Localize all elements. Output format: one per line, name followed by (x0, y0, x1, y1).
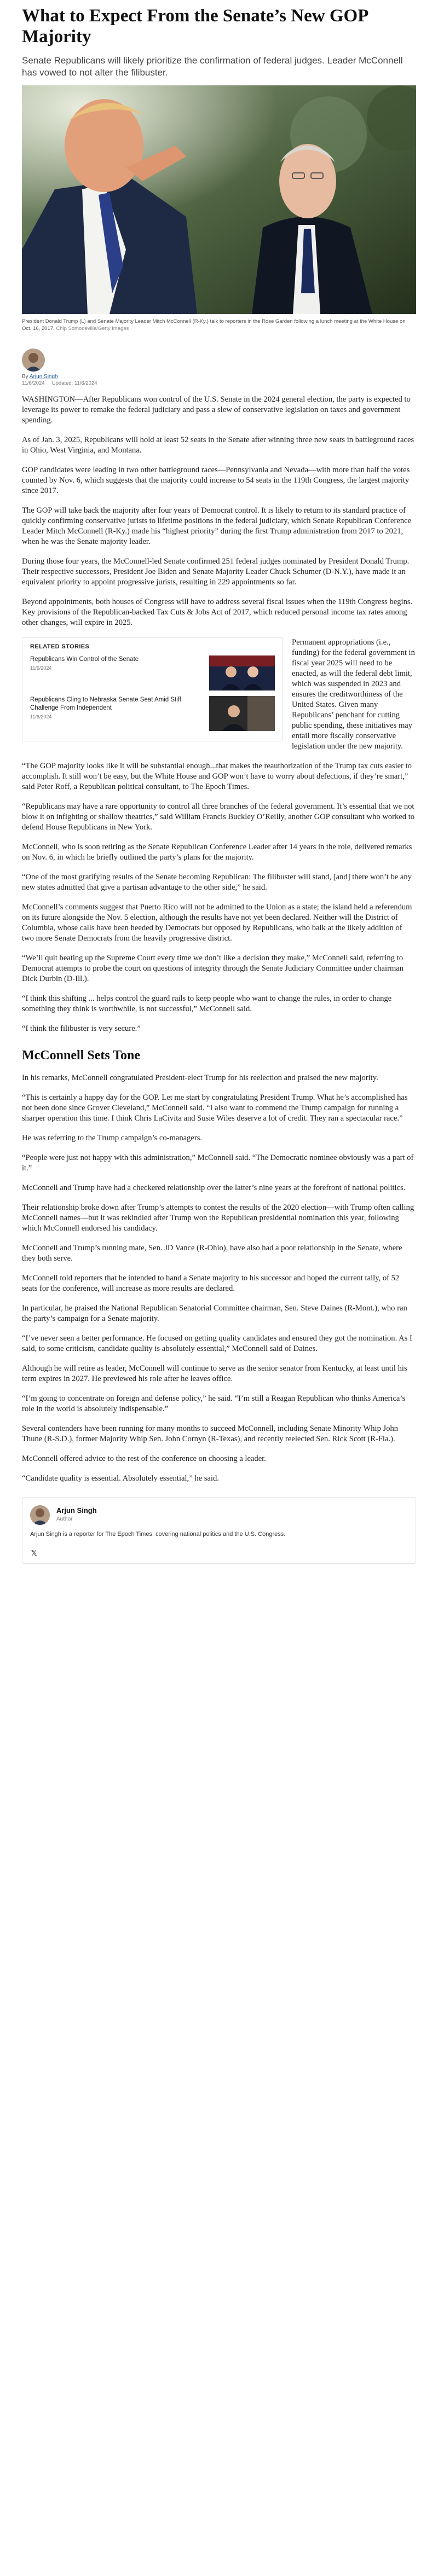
author-card-avatar[interactable] (30, 1505, 50, 1525)
paragraph: He was referring to the Trump campaign’s co-managers. (22, 1134, 203, 1142)
photo-credit: Chip Somodevilla/Getty Images (56, 326, 129, 332)
caption-text: President Donald Trump (L) and Senate Majority Leader Mitch McConnell (R-Ky.) talk to reporters in the Rose Garden following a lunch meeting at the White House on Oct. 16, 2017. (22, 318, 406, 332)
related-story-thumbnail[interactable] (209, 655, 275, 691)
article-subhead: Senate Republicans will likely prioritize the confirmation of federal judges. Leader McConnell has vowed to not alter the filibuster. (22, 55, 403, 78)
paragraph: In particular, he praised the National Republican Senatorial Committee chairman, Sen. Steve Daines (R-Mont.), who ran the party’s campaign for a Senate majority. (22, 1304, 407, 1323)
paragraph: “People were just not happy with this administration,” McConnell said. “The Democratic nominee obviously was a part of it.” (22, 1153, 414, 1173)
related-stories-box (22, 637, 283, 741)
author-avatar[interactable] (22, 349, 45, 372)
paragraph: “Candidate quality is essential. Absolutely essential,” he said. (22, 1474, 219, 1483)
paragraph: McConnell, who is soon retiring as the Senate Republican Conference Leader after 14 years in the role, delivered remarks on Nov. 6, in which he briefly outlined the party’s plans for the majority. (22, 843, 412, 862)
byline (22, 349, 416, 385)
paragraph: “This is certainly a happy day for the GOP. Let me start by congratulating President Trump. What he’s accomplished has not been done since Grover Cleveland,” McConnell said. “I also want to commend the Trump campaign for running a sharper operation this time. I think Chris LaCivita and Susie Wiles deserve a lot of credit. They ran a spectacular race.” (22, 1093, 408, 1123)
updated-label: Updated: (51, 380, 73, 386)
paragraph: “The GOP majority looks like it will be substantial enough...that makes the reauthorization of the Trump tax cuts easier to accomplish. It still won’t be easy, but the White House and GOP won’t have to worry about defections, if they’re smart,” said Peter Roff, a Republican political consultant, to The Epoch Times. (22, 762, 412, 791)
related-story[interactable] (30, 696, 275, 731)
paragraph: Beyond appointments, both houses of Congress will have to address several fiscal issues when the 119th Congress begins. Key provisions of the Republican-backed Tax Cuts & Jobs Act of 2017, which reduced personal income tax rates among other changes, will expire in 2025. (22, 597, 413, 627)
paragraph: McConnell offered advice to the rest of the conference on choosing a leader. (22, 1454, 266, 1463)
author-card-role: Author (56, 1516, 73, 1522)
paragraph: In his remarks, McConnell congratulated President-elect Trump for his reelection and praised the new majority. (22, 1074, 378, 1082)
paragraph: McConnell and Trump’s running mate, Sen. JD Vance (R-Ohio), have also had a poor relationship in the Senate, where they both serve. (22, 1244, 402, 1263)
paragraph: The GOP will take back the majority after four years of Democrat control. It is likely to return to its standard practice of quickly confirming conservative jurists to lifetime positions in the federal judiciary, which Senate Republican Conference Leader Mitch McConnell (R-Ky.) made his “highest priority” during the first Trump administration from 2017 to 2021, when he was the Senate majority leader. (22, 506, 412, 546)
paragraph: “I’m going to concentrate on foreign and defense policy,” he said. “I’m still a Reagan Republican who thinks America’s role in the world is absolutely indispensable.” (22, 1394, 406, 1413)
author-link[interactable]: Arjun Singh (29, 374, 58, 380)
section-heading: McConnell Sets Tone (22, 1048, 141, 1063)
paragraph: Several contenders have been running for many months to succeed McConnell, including Senate Minority Whip John Thune (R-S.D.), former Majority Whip Sen. John Cornyn (R-Texas), and recently reelected Sen. Rick Scott (R-Fla.). (22, 1424, 399, 1443)
paragraph: McConnell and Trump have had a checkered relationship over the latter’s nine years at the forefront of national politics. (22, 1183, 406, 1192)
hero-photo (22, 85, 416, 314)
related-story-title[interactable]: Republicans Cling to Nebraska Senate Seat Amid Stiff Challenge From Independent (30, 697, 181, 711)
related-story-title[interactable]: Republicans Win Control of the Senate (30, 656, 139, 663)
paragraph: McConnell’s comments suggest that Puerto Rico will not be admitted to the Union as a state; the island held a referendum on its future alongside the Nov. 5 election, although the results have not yet been declared. Neither will the District of Columbia, whose calls have been heeded by Democrats but opposed by Republicans, who balk at the likely addition of two more Senate Democrats from the heavily progressive district. (22, 903, 412, 943)
related-story-date: 11/6/2024 (30, 665, 52, 671)
related-story-date: 11/6/2024 (30, 714, 52, 720)
paragraph: “I think the filibuster is very secure.” (22, 1024, 141, 1033)
paragraph: As of Jan. 3, 2025, Republicans will hold at least 52 seats in the Senate after winning three new seats in battleground races in Ohio, West Virginia, and Montana. (22, 436, 414, 455)
author-card (22, 1497, 416, 1564)
paragraph: Although he will retire as leader, McConnell will continue to serve as the senior senator from Kentucky, at least until his term expires in 2027. He previewed his role after he leaves office. (22, 1364, 407, 1383)
paragraph: “Republicans may have a rare opportunity to control all three branches of the federal government. It’s essential that we not blow it on infighting or shallow theatrics,” said William Francis Buckley O’Reilly, another GOP consultant who worked to defend House Republicans in New York. (22, 802, 415, 832)
published-date: 11/6/2024 (22, 380, 45, 386)
updated-date: 11/6/2024 (74, 380, 97, 386)
article-dates (22, 380, 97, 386)
related-story-thumbnail[interactable] (209, 696, 275, 731)
author-card-bio: Arjun Singh is a reporter for The Epoch Times, covering national politics and the U.S. Congress. (30, 1531, 286, 1538)
x-icon[interactable]: 𝕏 (31, 1550, 37, 1558)
paragraph: Their relationship broke down after Trump’s attempts to contest the results of the 2020 election—with Trump often calling McConnell names—but it was rekindled after Trump won the Republican presidential nomination this year, following which McConnell endorsed his candidacy. (22, 1203, 414, 1233)
byline-prefix: By (22, 374, 28, 380)
paragraph: Permanent appropriations (i.e., funding) for the federal government in fiscal year 2025 will need to be enacted, as will the federal debt limit, which was suspended in 2023 and ensures the creditworthiness of the United States. Given many Republicans’ penchant for cutting public spending, these initiatives may entail more fiscally conservative legislation under the new majority. (292, 638, 415, 751)
paragraph: “I think this shifting ... helps control the guard rails to keep people who want to change the rules, in order to change something they think is worthwhile, is not successful,” McConnell said. (22, 994, 392, 1013)
paragraph: “I’ve never seen a better performance. He focused on getting quality candidates and ensured they got the nomination. As I said, to some criticism, candidate quality is absolutely essential,” McConnell said of Daines. (22, 1334, 412, 1353)
paragraph: “One of the most gratifying results of the Senate becoming Republican: The filibuster will stand, [and] there won’t be any new states admitted that give a partisan advantage to the other side,” he said. (22, 873, 412, 892)
article-headline: What to Expect From the Senate’s New GOP Majority (22, 6, 368, 47)
paragraph: During those four years, the McConnell-led Senate confirmed 251 federal judges nominated by President Donald Trump. Their respective successors, President Joe Biden and Senate Majority Leader Chuck Schumer (D-N.Y.), have made it an equivalent priority to appoint progressive jurists, resulting in 229 appointments so far. (22, 557, 410, 587)
paragraph: WASHINGTON—After Republicans won control of the U.S. Senate in the 2024 general election, the party is expected to leverage its power to remake the federal judiciary and pass a slew of conservative legislation on taxes and government spending. (22, 395, 411, 425)
paragraph: McConnell told reporters that he intended to hand a Senate majority to his successor and hoped the current tally, of 52 seats for the conference, will increase as more results are declared. (22, 1274, 400, 1293)
paragraph: GOP candidates were leading in two other battleground races—Pennsylvania and Nevada—with more than half the votes counted by Nov. 6, which suggests that the majority could increase to 54 seats in the 119th Congress, the largest majority since 2017. (22, 466, 410, 495)
author-card-name[interactable]: Arjun Singh (56, 1506, 97, 1515)
hero-caption (22, 318, 416, 332)
related-story[interactable] (30, 655, 275, 691)
byline-author (22, 374, 58, 380)
paragraph: “We’ll quit beating up the Supreme Court every time we don’t like a decision they make,” McConnell said, referring to Democrat attempts to probe the court on questions of integrity through the Senate Judiciary Committee under chairman Dick Durbin (D-Ill.). (22, 954, 404, 983)
article-body (22, 394, 416, 1484)
related-stories-heading: RELATED STORIES (30, 643, 90, 650)
